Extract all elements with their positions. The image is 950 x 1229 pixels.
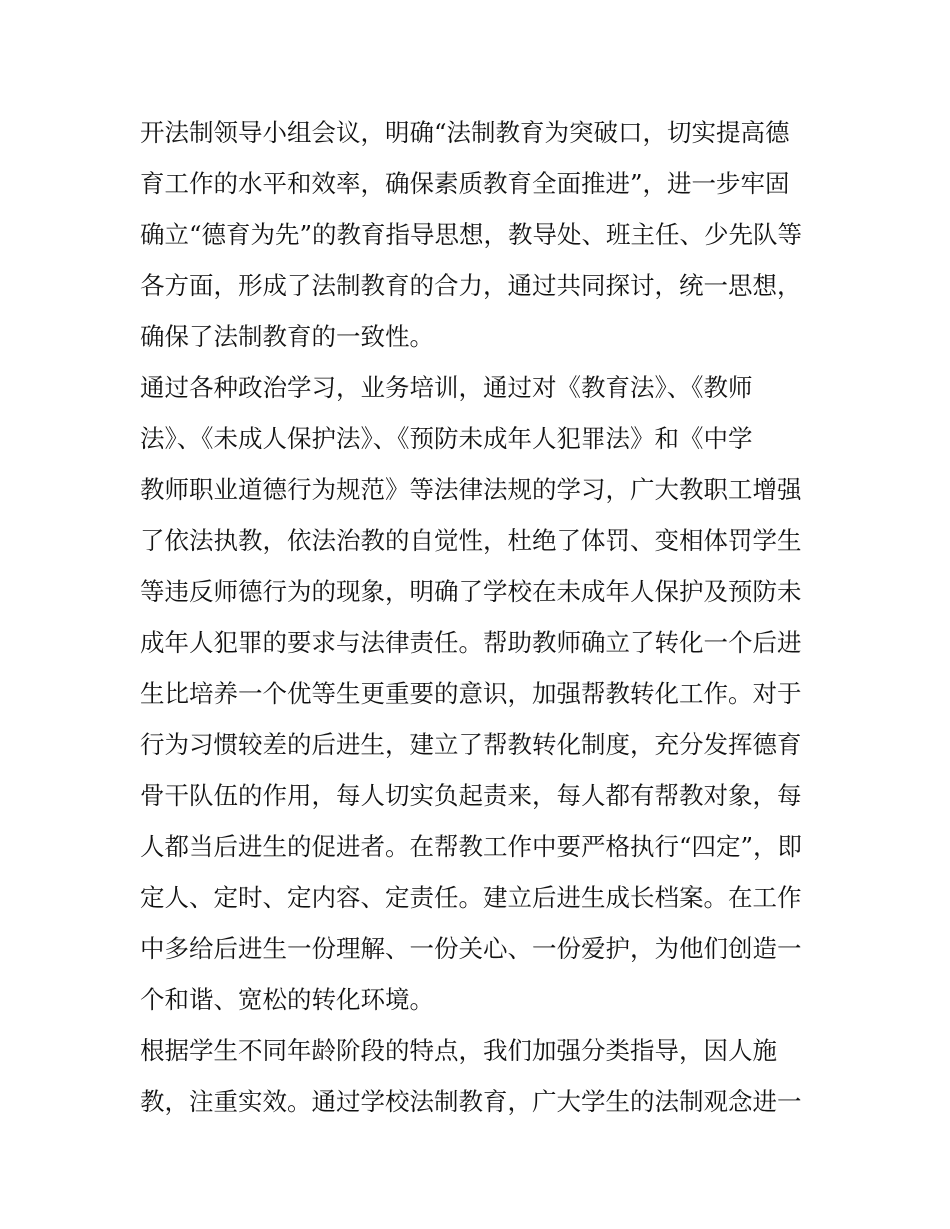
text-line: 教师职业道德行为规范》等法律法规的学习，广大教职工增强 (140, 475, 802, 504)
text-line: 生比培养一个优等生更重要的意识，加强帮教转化工作。对于 (140, 679, 802, 708)
text-line: 个和谐、宽松的转化环境。 (140, 985, 434, 1014)
text-line: 行为习惯较差的后进生，建立了帮教转化制度，充分发挥德育 (140, 730, 802, 759)
text-line: 等违反师德行为的现象，明确了学校在未成年人保护及预防未 (140, 577, 802, 606)
text-line: 通过各种政治学习，业务培训，通过对《教育法》、《教师 (140, 373, 753, 402)
text-line: 教，注重实效。通过学校法制教育，广大学生的法制观念进一 (140, 1087, 802, 1116)
paragraph-1 (140, 107, 820, 362)
text-line: 人都当后进生的促进者。在帮教工作中要严格执行“四定”，即 (140, 832, 803, 861)
text-line: 根据学生不同年龄阶段的特点，我们加强分类指导，因人施 (140, 1036, 777, 1065)
text-line: 育工作的水平和效率，确保素质教育全面推进”，进一步牢固 (140, 169, 790, 198)
text-line: 了依法执教，依法治教的自觉性，杜绝了体罚、变相体罚学生 (140, 526, 802, 555)
paragraph-3 (140, 1025, 820, 1127)
text-line: 各方面，形成了法制教育的合力，通过共同探讨，统一思想， (140, 271, 802, 300)
text-line: 中多给后进生一份理解、一份关心、一份爱护，为他们创造一 (140, 934, 802, 963)
text-line: 定人、定时、定内容、定责任。建立后进生成长档案。在工作 (140, 883, 802, 912)
text-line: 骨干队伍的作用，每人切实负起责来，每人都有帮教对象，每 (140, 781, 802, 810)
text-line: 法》、《未成人保护法》、《预防未成年人犯罪法》和《中学 (140, 424, 753, 453)
paragraph-2 (140, 362, 820, 1025)
document-body (140, 107, 820, 1127)
text-line: 开法制领导小组会议，明确“法制教育为突破口，切实提高德 (140, 118, 790, 147)
text-line: 确立“德育为先”的教育指导思想，教导处、班主任、少先队等 (140, 220, 803, 249)
text-line: 确保了法制教育的一致性。 (140, 322, 434, 351)
text-line: 成年人犯罪的要求与法律责任。帮助教师确立了转化一个后进 (140, 628, 802, 657)
